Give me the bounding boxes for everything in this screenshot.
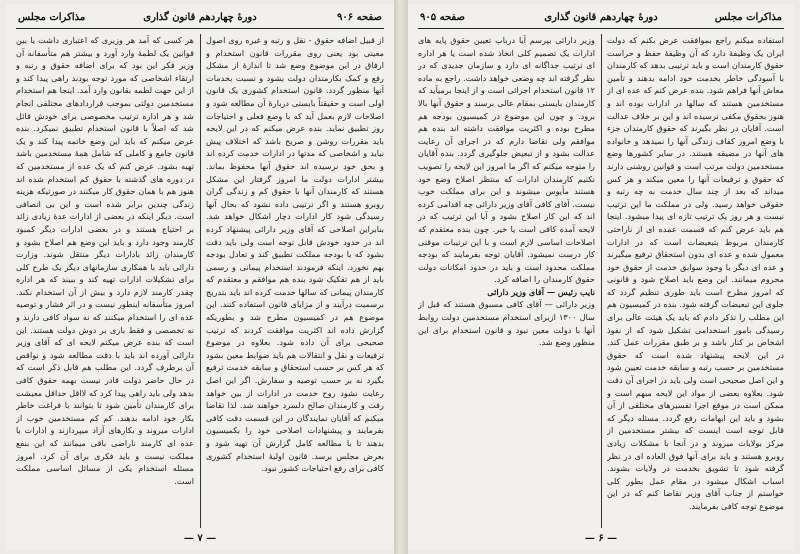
- paragraph: از قبیل اضافه حقوق - نقل و رتبه و غیره روی اصول معینی بود یعنی روی مقررات قانون استخدام و ارفاق در این موضوع وضع شد تا اندازهٔ از مشکل رفع و کمک بکارمندان دولت بشود و نسبت بخدمات آنها منظور گردد. قانون استخدام کشوری یک قانون اولی است و حقیقتاً بایستی دربارهٔ آن مطالعه شود و اصلاحات لازم بعمل آید که با وضع فعلی و احتیاجات روز تطبیق نماید. بنده عرض میکنم که در این لایحه باید مقررات روشن و صریح باشد که اختلاف پیش نیاید و اشخاصی که مدتها در ادارات خدمت کرده اند و بحق خود نرسیده اند حقوق آنها محفوظ بماند. بیشتر ادارات دولت ما امروز گرفتار این مشکل هستند که کارمندان آنها با حقوق کم و زندگی گران روبرو هستند و اگر ترتیبی داده نشود که بحال آنها رسیدگی شود کار ادارات دچار اشکال خواهد شد. بنابراین اصلاحی که آقای وزیر دارائی پیشنهاد کرده اند در حدود خودش قابل توجه است ولی باید دقت بشود که با بودجه مملکت تطبیق کند و تعادل بودجه بهم نخورد. اینکه فرمودند استخدام پیمانی و رسمی باید از هم تفکیک شود بنده هم موافقم و معتقدم که کارمندان پیمانی که سالها خدمت کرده اند باید بتدریج برسمیت درآیند و از مزایای قانون استفاده کنند. این موضوع هم در کمیسیون مطرح شد و بطوریکه گزارش داده اند اکثریت موافقت کردند که ترتیب صحیحی برای آن داده شود. بعلاوه در موضوع ترفیعات و نقل و انتقالات هم باید ضوابط معین بشود که هر کس بر حسب استحقاق و سابقه خدمت ترفیع بگیرد نه بر حسب توصیه و سفارش. اگر این اصل رعایت نشود روح خدمت در ادارات از بین خواهد رفت و کارمندان صالح دلسرد خواهند شد. لذا تقاضا میکنم که آقایان نمایندگان در این قسمت دقت کافی بفرمایند و پیشنهادات اصلاحی خود را بکمیسیون بدهند تا با مطالعه کامل گزارش آن تهیه شود و بعرض مجلس برسد. قانون اولیهٔ استخدام کشوری کافی برای رفع احتیاجات کشور نبود.: [206, 35, 384, 474]
- folio: — ۶ —: [584, 533, 618, 544]
- left-page: [6, 4, 394, 550]
- paragraph: وزیر دارائی بپرسم آیا درباب تعیین حقوق پایه های ادارات یک تصمیم کلی اتخاذ شده است یا هر اداره ای ترتیب جداگانه ای دارد و سازمان جدیدی که در نظر گرفته اند چه وضعی خواهد داشت. راجع به ماده ۱۲ قانون استخدام اجرائی است و از اینجا برمیآید که کارمندان بایستی بمقام عالی برسند و حقوق آنها بالا برود. و چون این موضوع در کمیسیون بودجه هم مطرح بوده و اکثریت موافقت داشته اند بنده هم موافقم ولی تقاضا دارم که در اجرای آن رعایت عدالت بشود و از تبعیض جلوگیری گردد. بنده آقایان را متوجه میکنم که اگر ما امروز این لایحه را تصویب نکنیم کارمندان ادارات که منتظر اصلاح وضع خود هستند مأیوس میشوند و این برای مملکت خوب نیست. آقای کافی آقای وزیر دارائی چه اقدامی کرده اند که این کار اصلاح بشود و آیا این ترتیب که در لایحه آمده کافی است یا خیر. چون بنده معتقدم که اصلاحات اساسی لازم است و با این ترتیبات موقتی کار درست نمیشود. آقایان توجه بفرمایند که بودجه مملکت محدود است و باید در حدود امکانات دولت حقوق کارمندان را اضافه کرد.: [418, 35, 595, 285]
- page-header: [418, 10, 784, 29]
- session-title: دورهٔ چهاردهم قانون گذاری: [544, 12, 658, 23]
- right-page: [408, 4, 794, 550]
- page-number: صفحه ۹۰۵: [420, 12, 465, 23]
- text-column-right: [206, 34, 384, 528]
- paragraph: استفاده میکنم راجع بموافقت عرض بکنم که دولت ایران یک وظیفهٔ دارد که آن وظیفهٔ حفظ و حراست حقوق کارمندان است و باید ترتیبی بدهد که کارمندان با آسودگی خاطر بخدمت خود ادامه بدهند و تأمین معاش آنها فراهم شود. بنده عرض کنم که عده ای از مستخدمین هستند که سالها در ادارات بوده اند و هنوز بحقوق مکفی نرسیده اند و این بر خلاف عدالت است. آقایان در نظر بگیرند که حقوق کارمندان جزء با وضع امروز کفاف زندگی آنها را نمیدهد و خانواده های آنها در مضیقه هستند. در سایر کشورها وضع مستخدمین دولت مرتب است و قوانین روشنی دارند که حقوق و ترفیعات آنها را معین میکند و هر کس میداند که بعد از چند سال خدمت به چه رتبه و حقوقی خواهد رسید. ولی در مملکت ما این ترتیب نیست و هر روز یک ترتیب تازه ای پیدا میشود. اینجا هم باید عرض کنم که قسمت عمده ای از ناراحتی کارمندان مربوط بتبعیضات است که در ادارات معمول شده و عده ای بدون استحقاق ترفیع میگیرند و عده ای دیگر با وجود سوابق خدمت از حقوق خود محروم میمانند. این وضع باید اصلاح شود و قانونی که امروز مطرح است باید طوری تنظیم گردد که جلوی این تبعیضات گرفته شود. بنده در کمیسیون هم این مطلب را تذکر دادم که باید یک هیئت عالی برای رسیدگی بامور استخدامی تشکیل شود که از نفوذ اشخاص بر کنار باشد و بر طبق مقررات عمل کند. در این لایحه پیشنهاد شده است که حقوق مستخدمین بر حسب رتبه و سابقه خدمت تعیین شود و این اصل صحیحی است ولی باید در اجرای آن دقت شود. بعلاوه بعضی از مواد این لایحه مبهم است و ممکن است در موقع اجرا تفسیرهای مختلفی از آن بشود و باید این ابهامات رفع گردد. مسئله دیگر که قابل توجه است اینست که بیشتر مستخدمین از مرکز بولایات میروند و در آنجا با مشکلات زیادی روبرو هستند و باید برای آنها فوق العاده ای در نظر گرفته شود تا تشویق بخدمت در ولایات بشوند. اسباب اشکال میشود در مقام عمل بطور کلی خواستم از جناب آقای وزیر تقاضا کنم که در این موضوع توجه کافی بفرمایند.: [607, 35, 784, 511]
- session-title: دورهٔ چهاردهم قانون گذاری: [143, 12, 257, 23]
- text-column-right: [607, 34, 784, 528]
- book-gutter: [394, 0, 408, 554]
- paragraph: هر کسی که آمد هر وزیری که اعتباری داشت یا بین قوانین یک لطمهٔ وارد آورد و بیشتر هم متأسفانه آن وزیر فکر این بود که برای اضافه حقوق و رتبه و ارتقاء اشخاصی که مورد توجه بودند راهی پیدا کند و از این جهت لطمه بقانون وارد آمد. اینجا هم استخدام مستخدمین دولتی بموجب قراردادهای مختلفی انجام شد و هر اداره ترتیب مخصوصی برای خودش قائل شد که اصلاً با قانون استخدام تطبیق نمیکرد. بنده عرض میکنم که باید این وضع خاتمه پیدا کند و یک قانون جامع و کاملی که شامل همهٔ مستخدمین باشد تهیه بشود. عرض کنم که یک عده از مستخدمین که در دوره های گذشته با حقوق کم استخدام شده اند هنوز هم با همان حقوق کار میکنند در صورتیکه هزینه زندگی چندین برابر شده است و این بی انصافی است. دیگر اینکه در بعضی از ادارات عدهٔ زیادی زائد بر احتیاج هستند و در بعضی ادارات دیگر کمبود کارمند وجود دارد و باید این وضع هم اصلاح بشود و کارمندان زائد بادارات دیگر منتقل شوند. وزارت دارائی باید با همکاری سازمانهای دیگر یک طرح کلی برای تشکیلات ادارات تهیه کند و ببیند که هر اداره چقدر کارمند لازم دارد و بیش از آن استخدام نکند. امروز متأسفانه اینطور نیست و در اثر فشار و توصیه عده ای را استخدام میکنند که نه سواد کافی دارند و نه تخصصی و فقط باری بر دوش دولت هستند. این است که بنده عرض میکنم لایحه ای که آقای وزیر دارائی آورده اند باید با دقت مطالعه شود و نواقص آن برطرف گردد. این مطلب هم قابل ذکر است که در حال حاضر دولت قادر نیست بهمه حقوق کافی بدهد ولی باید راهی پیدا کرد که لااقل حداقل معیشت برای کارمندان تأمین شود تا بتوانند با فراغت خاطر بکار خود ادامه بدهند. کم کم مستخدمین خوب از ادارات میروند و بکارهای آزاد میپردازند و ادارات با عده ای کارمند ناراضی باقی میمانند که این بنفع مملکت نیست و باید فکری برای آن کرد. امروز مسئله استخدام یکی از مسائل اساسی مملکت است.: [16, 35, 194, 486]
- publication-title: مذاکرات مجلس: [714, 12, 782, 23]
- text-columns: [418, 34, 784, 528]
- paragraph: وزیر دارائی — آقای کافی مسبوق هستند که قبل از سال ۱۳۰۰ ازبرای استخدام مستخدمین دولت روابط آنها با دولت معین نبود و قانون استخدام برای این منظور وضع شد.: [418, 299, 595, 348]
- text-column-left: [16, 34, 194, 528]
- text-column-left: [418, 34, 595, 528]
- column-divider: [601, 34, 602, 528]
- page-header: [16, 10, 384, 29]
- speaker-heading: نایب رئیس — آقای وزیر دارائی: [487, 286, 595, 297]
- page-number: صفحه ۹۰۶: [337, 12, 382, 23]
- text-columns: [16, 34, 384, 528]
- publication-title: مذاکرات مجلس: [18, 12, 86, 23]
- folio: — ۷ —: [183, 533, 217, 544]
- column-divider: [200, 34, 201, 528]
